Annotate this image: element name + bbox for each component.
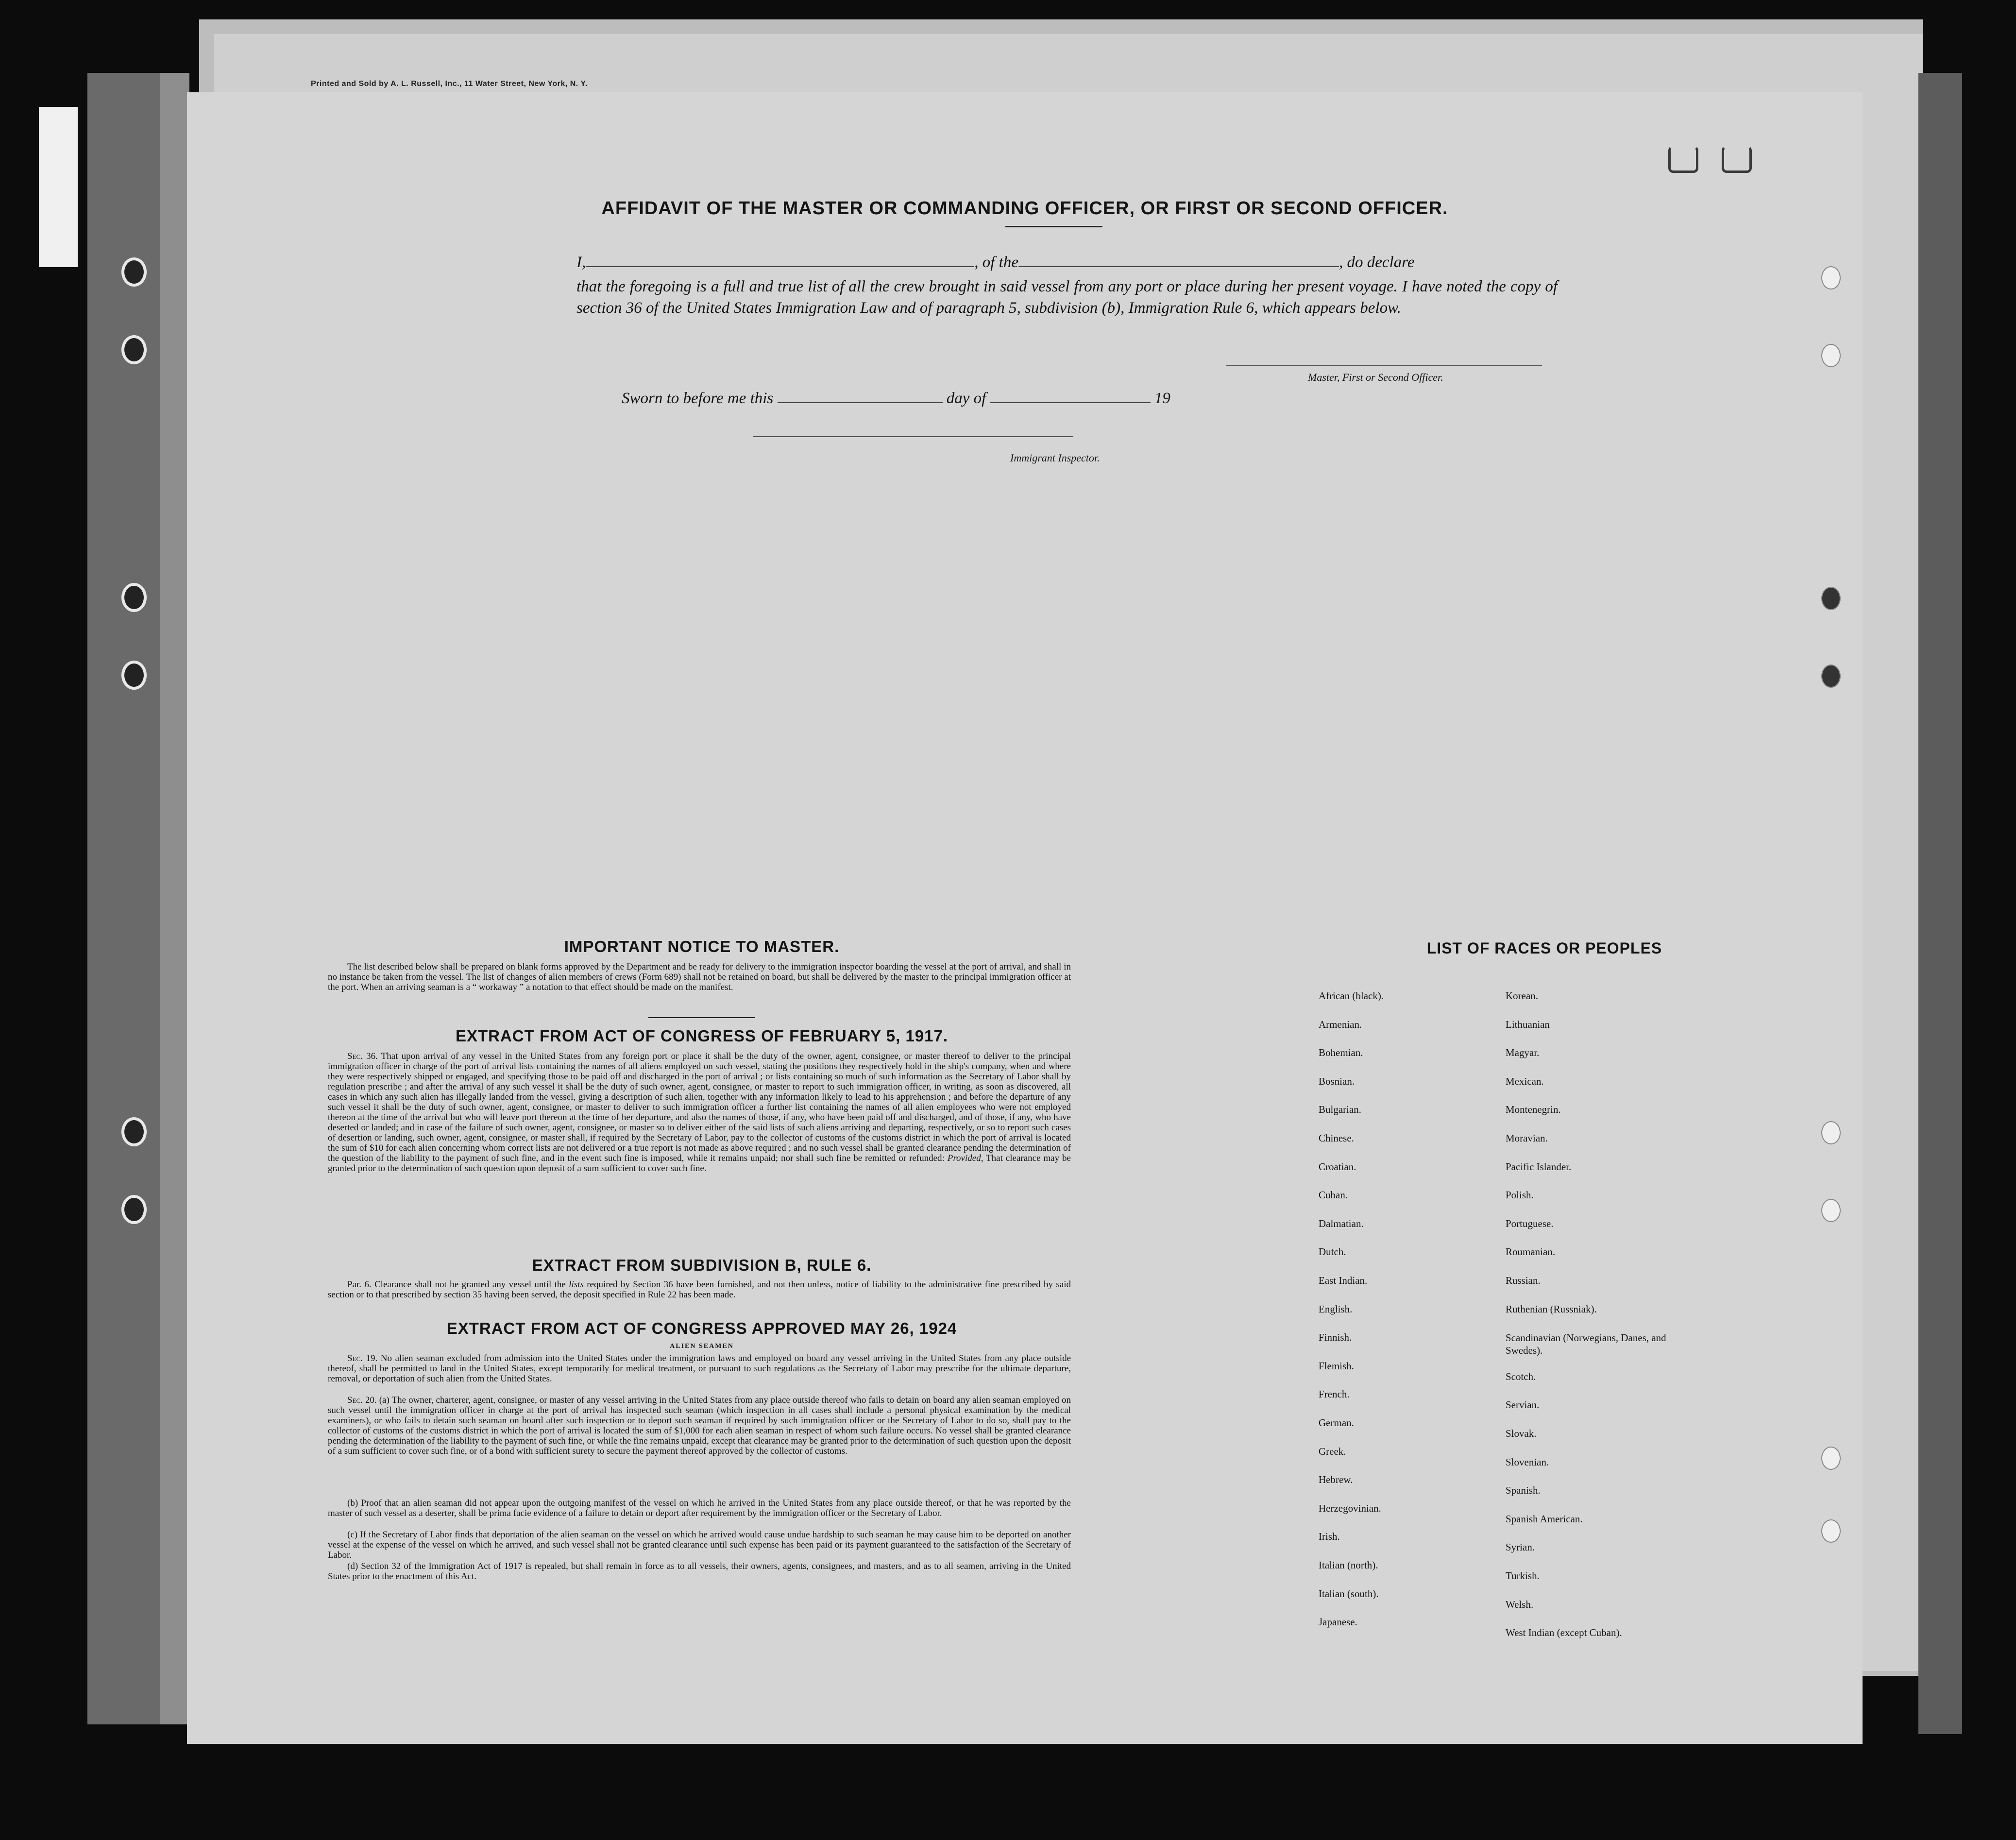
rule6-text-a: Par. 6. Clearance shall not be granted any vessel until the bbox=[347, 1279, 566, 1290]
right-race-item: Lithuanian bbox=[1506, 1019, 1550, 1030]
left-race-item: Bosnian. bbox=[1319, 1075, 1355, 1087]
punch-hole bbox=[1821, 266, 1841, 290]
section-36-text: That upon arrival of any vessel in the United States from any foreign port or place it shall be the duty of the owner, agent, consignee, or master thereof to deliver to the principal immigration officer in charge of the port of arrival lists containing the names of all aliens employed on such vessel, stating the positions they respectively hold in the ship's company, when and where they were respectively shipped or engaged, and specifying those to be paid off and discharged in the port of arrival ; or lists containing so much of such information as the Secretary of Labor shall by regulation prescribe ; and after the arrival of any such vessel it shall be the duty of such owner, agent, consignee, or master to report to such immigration officer, in writing, as soon as discovered, all cases in which any such alien has illegally landed from the vessel, giving a description of such alien, together with any information likely to lead to his apprehension ; and before the departure of any such vessel it shall be the duty of such owner, agent, consignee, or master to deliver to such immigration officer a further list containing the names of all alien employees who were not employed thereon at the time of the arrival but who will leave port thereon at the time of her departure, and also the names of those, if any, who have been paid off and discharged, and of those, if any, who have deserted or landed; and in case of the failure of such owner, agent, consignee, or master so to deliver either of the said lists of such aliens arriving and departing, respectively, or so to report such cases of desertion or landing, such owner, agent, consignee, or master shall, if required by the Secretary of Labor, pay to the collector of customs of the customs district in which the port of arrival is located the sum of $10 for each alien concerning whom correct lists are not delivered or a true report is not made as above required ; and no such vessel shall be granted clearance pending the determination of the question of the liability to the payment of such fine, and in the event such fine is imposed, while it remains unpaid; nor shall such fine be remitted or refunded: bbox=[328, 1051, 1071, 1163]
right-race-item: Korean. bbox=[1506, 990, 1539, 1002]
left-race-item: French. bbox=[1319, 1388, 1350, 1400]
right-race-item: Portuguese. bbox=[1506, 1218, 1554, 1229]
right-race-item: Welsh. bbox=[1506, 1599, 1534, 1610]
binder-hole bbox=[121, 661, 147, 690]
right-race-item: Syrian. bbox=[1506, 1541, 1535, 1553]
extract-1924-title: EXTRACT FROM ACT OF CONGRESS APPROVED MAY 26, 1924 bbox=[446, 1319, 957, 1337]
section-20-label: Sec. 20. bbox=[347, 1395, 377, 1405]
master-signature-label: Master, First or Second Officer. bbox=[1308, 371, 1443, 383]
extract-rule6-text bbox=[328, 1279, 1071, 1300]
section-20d-text: (d) Section 32 of the Immigration Act of 1917 is repealed, but shall remain in force as to all vessels, their owners, agents, consignees, and masters, and as to all seamen, arriving in the United States prior to the enactment of this Act. bbox=[328, 1561, 1071, 1582]
section-rule bbox=[648, 1017, 755, 1018]
ink-mark bbox=[1668, 146, 1698, 173]
left-race-item: English. bbox=[1319, 1303, 1353, 1315]
affidavit-declaration-line bbox=[576, 254, 1414, 272]
provided-word: Provided, bbox=[947, 1153, 983, 1163]
right-race-item: Slovenian. bbox=[1506, 1456, 1549, 1468]
sworn-year-label: 19 bbox=[1154, 390, 1170, 407]
punch-hole bbox=[1821, 587, 1841, 610]
right-race-item: Slovak. bbox=[1506, 1428, 1537, 1439]
left-race-item: Dutch. bbox=[1319, 1246, 1346, 1258]
left-race-item: Italian (north). bbox=[1319, 1559, 1378, 1571]
left-race-item: Bulgarian. bbox=[1319, 1104, 1362, 1115]
section-20a-text bbox=[328, 1395, 1071, 1456]
section-19-text bbox=[328, 1353, 1071, 1384]
title-rule bbox=[1005, 226, 1102, 227]
sworn-day-field[interactable] bbox=[778, 402, 943, 403]
races-title: LIST OF RACES OR PEOPLES bbox=[1426, 939, 1662, 957]
section-20c-text: (c) If the Secretary of Labor finds that deportation of the alien seaman on the vessel on which he arrived would cause undue hardship to such seaman he may cause him to be deported on another vessel at the expense of the vessel on which he arrived, and such vessel shall not be granted clearance until such expense has been paid or its payment guaranteed to the satisfaction of the Secretary of Labor. bbox=[328, 1530, 1071, 1560]
right-race-item: Roumanian. bbox=[1506, 1246, 1556, 1258]
right-race-item: Servian. bbox=[1506, 1399, 1540, 1411]
left-race-item: Japanese. bbox=[1319, 1616, 1357, 1628]
left-race-item: Herzegovinian. bbox=[1319, 1502, 1381, 1514]
binder-strip bbox=[160, 73, 189, 1724]
left-race-item: Chinese. bbox=[1319, 1132, 1354, 1144]
rule6-text-b: required by Section 36 have been furnished, and not then unless, notice of liability to the administrative fine prescribed by said section or to that prescribed by section 35 having been served, the deposit specified in Rule 22 has been made. bbox=[328, 1279, 1071, 1300]
binder-hole bbox=[121, 335, 147, 364]
left-race-item: Bohemian. bbox=[1319, 1047, 1363, 1058]
right-race-item: Montenegrin. bbox=[1506, 1104, 1561, 1115]
right-race-item: Polish. bbox=[1506, 1189, 1534, 1201]
left-race-item: Croatian. bbox=[1319, 1161, 1356, 1173]
left-race-item: Finnish. bbox=[1319, 1331, 1352, 1343]
extract-rule6-title: EXTRACT FROM SUBDIVISION B, RULE 6. bbox=[532, 1256, 872, 1274]
right-race-item: Pacific Islander. bbox=[1506, 1161, 1572, 1173]
of-the-label: , of the bbox=[974, 254, 1018, 271]
section-19-label: Sec. 19. bbox=[347, 1353, 378, 1363]
binder-strip bbox=[87, 73, 160, 1724]
right-race-item: Russian. bbox=[1506, 1275, 1541, 1286]
right-race-item: Spanish. bbox=[1506, 1484, 1541, 1496]
declarant-prefix: I, bbox=[576, 254, 586, 271]
punch-hole bbox=[1821, 1121, 1841, 1144]
section-19-body: No alien seaman excluded from admission into the United States under the immigration laws and employed on board any vessel arriving in the United States from any place outside thereof, shall be permitted to land in the United States, except temporarily for medical treatment, or pursuant to such regulations as the Secretary of Labor may prescribe for the ultimate departure, removal, or deportation of such alien from the United States. bbox=[328, 1353, 1071, 1384]
section-36-text-end: That clearance may be granted prior to the determination of such question upon deposit of a sum sufficient to cover such fine. bbox=[328, 1153, 1071, 1174]
left-race-item: Armenian. bbox=[1319, 1019, 1362, 1030]
affidavit-title: AFFIDAVIT OF THE MASTER OR COMMANDING OFFICER, OR FIRST OR SECOND OFFICER. bbox=[601, 198, 1448, 219]
form-page bbox=[187, 92, 1863, 1744]
right-race-item: West Indian (except Cuban). bbox=[1506, 1627, 1622, 1638]
right-race-item: Turkish. bbox=[1506, 1570, 1540, 1582]
binder-hole bbox=[121, 1195, 147, 1224]
affidavit-body: that the foregoing is a full and true list of all the crew brought in said vessel from any port or place during her present voyage. I have noted the copy of section 36 of the United States Immigration Law and of paragraph 5, subdivision (b), Immigration Rule 6, which appears below. bbox=[576, 278, 1558, 317]
alien-seamen-subhead: ALIEN SEAMEN bbox=[670, 1343, 734, 1350]
left-race-item: Hebrew. bbox=[1319, 1474, 1353, 1485]
left-race-item: Cuban. bbox=[1319, 1189, 1348, 1201]
sworn-prefix: Sworn to before me this bbox=[622, 390, 774, 407]
section-20a-body: (a) The owner, charterer, agent, consignee, or master of any vessel arriving in the United States from any place outside thereof who fails to detain on board any alien seaman employed on such vessel until the immigration officer in charge at the port of arrival has inspected such seaman (which inspection in all cases shall include a personal physical examination by the medical examiners), or who fails to detain such seaman on board after such inspection or to deport such seaman if required by such immigration officer or the Secretary of Labor to do so, shall pay to the collector of customs of the customs district in which the port of arrival is located the sum of $1,000 for each alien seaman in respect of whom such failure occurs. No vessel shall be granted clearance pending the determination of the liability to the payment of such fine, or while the fine remains unpaid, except that clearance may be granted prior to the determination of such question upon the deposit of a sum sufficient to cover such fine, or of a bond with sufficient surety to secure the payment thereof approved by the collector of customs. bbox=[328, 1395, 1071, 1456]
section-20b-text: (b) Proof that an alien seaman did not appear upon the outgoing manifest of the vessel on which he arrived in the United States from any place outside thereof, or that he was reported by the master of such vessel as a deserter, shall be prima facie evidence of a failure to detain or deport after requirement by the immigration officer or the Secretary of Labor. bbox=[328, 1498, 1071, 1518]
binder-hole bbox=[121, 257, 147, 287]
declarant-name-field[interactable] bbox=[586, 266, 974, 267]
extract-1917-title: EXTRACT FROM ACT OF CONGRESS OF FEBRUARY 5, 1917. bbox=[455, 1027, 949, 1045]
right-race-item: Ruthenian (Russniak). bbox=[1506, 1303, 1597, 1315]
left-race-item: Flemish. bbox=[1319, 1360, 1354, 1372]
sworn-line bbox=[622, 390, 1170, 408]
sheet-edge bbox=[1918, 73, 1962, 1734]
punch-hole bbox=[1821, 344, 1841, 367]
binder-hole bbox=[121, 583, 147, 612]
left-race-item: German. bbox=[1319, 1417, 1354, 1429]
right-race-item: Scotch. bbox=[1506, 1371, 1536, 1382]
notice-text: The list described below shall be prepared on blank forms approved by the Department and be ready for delivery to the immigration inspector boarding the vessel at the port of arrival, and shall in no instance be taken from the vessel. The list of changes of alien members of crews (Form 689) shall not be retained on board, but shall be delivered by the master to the principal immigration officer at the port. When an arriving seaman is a “ workaway ” a notation to that effect should be made on the manifest. bbox=[328, 962, 1071, 992]
right-race-item: Scandinavian (Norwegians, Danes, and Swedes). bbox=[1506, 1332, 1666, 1356]
vessel-name-field[interactable] bbox=[1018, 266, 1339, 267]
left-race-item: East Indian. bbox=[1319, 1275, 1368, 1286]
extract-1917-text bbox=[328, 1051, 1071, 1174]
section-36-label: Sec. 36. bbox=[347, 1051, 378, 1061]
left-race-item: Dalmatian. bbox=[1319, 1218, 1364, 1229]
right-race-item: Mexican. bbox=[1506, 1075, 1544, 1087]
right-race-item: Magyar. bbox=[1506, 1047, 1540, 1058]
sworn-month-field[interactable] bbox=[990, 402, 1151, 403]
right-race-item: Spanish American. bbox=[1506, 1513, 1583, 1525]
notice-title: IMPORTANT NOTICE TO MASTER. bbox=[564, 937, 840, 955]
master-signature-field[interactable] bbox=[1226, 365, 1542, 366]
printer-credit: Printed and Sold by A. L. Russell, Inc., 11 Water Street, New York, N. Y. bbox=[311, 80, 588, 88]
left-race-item: African (black). bbox=[1319, 990, 1384, 1002]
lists-word: lists bbox=[569, 1279, 584, 1290]
left-race-item: Greek. bbox=[1319, 1446, 1346, 1457]
inspector-signature-field[interactable] bbox=[753, 436, 1073, 437]
day-of-label: day of bbox=[946, 390, 986, 407]
punch-hole bbox=[1821, 1447, 1841, 1470]
right-race-item: Moravian. bbox=[1506, 1132, 1548, 1144]
punch-hole bbox=[1821, 664, 1841, 688]
left-race-item: Irish. bbox=[1319, 1531, 1340, 1542]
do-declare-label: , do declare bbox=[1338, 254, 1415, 271]
binder-hole bbox=[121, 1117, 147, 1146]
paper-tab bbox=[39, 107, 78, 267]
punch-hole bbox=[1821, 1199, 1841, 1222]
ink-mark bbox=[1722, 146, 1752, 173]
punch-hole bbox=[1821, 1519, 1841, 1543]
inspector-signature-label: Immigrant Inspector. bbox=[1010, 452, 1100, 464]
left-race-item: Italian (south). bbox=[1319, 1588, 1379, 1600]
